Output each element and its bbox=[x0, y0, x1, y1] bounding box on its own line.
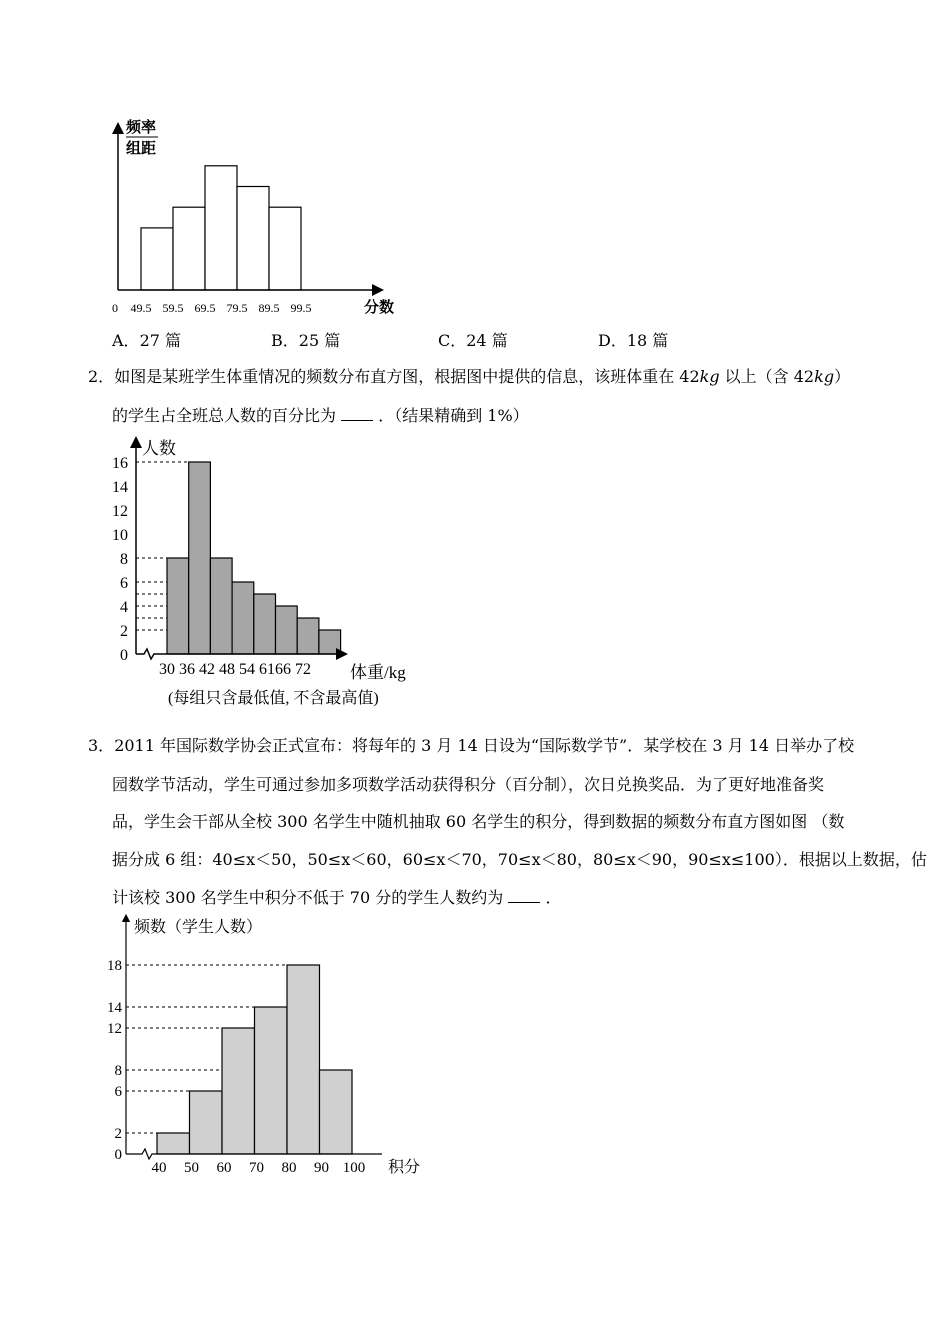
x-tick-label: 79.5 bbox=[226, 301, 248, 315]
x-tick-label: 80 bbox=[281, 1160, 297, 1176]
question-3-line-5: 计该校 300 名学生中积分不低于 70 分的学生人数约为 ． bbox=[112, 888, 562, 907]
y-tick-label: 8 bbox=[114, 1063, 122, 1079]
option-c[interactable]: C．24 篇 bbox=[438, 331, 508, 350]
question-3-line-4: 据分成 6 组：40≤x＜50，50≤x＜60，60≤x＜70，70≤x＜80，80≤x＜90，90≤x≤100）．根据以上数据，估 bbox=[112, 850, 927, 869]
y-tick-label: 0 bbox=[114, 1147, 122, 1163]
x-tick-label: 60 bbox=[216, 1160, 232, 1176]
bar-5 bbox=[254, 594, 276, 654]
bar-6 bbox=[320, 1070, 353, 1154]
y-axis-label: 频数（学生人数） bbox=[134, 919, 263, 936]
question-2-line-2: 的学生占全班总人数的百分比为 ．（结果精确到 1%） bbox=[112, 406, 529, 425]
bar-4 bbox=[232, 582, 254, 654]
y-tick-label: 4 bbox=[120, 599, 128, 616]
y-tick-label: 16 bbox=[112, 455, 128, 472]
y-tick-label: 6 bbox=[114, 1084, 122, 1100]
y-tick-label: 14 bbox=[107, 1000, 122, 1016]
x-axis-label: 积分 bbox=[388, 1159, 421, 1176]
x-tick-label: 50 bbox=[184, 1160, 199, 1176]
bar-1 bbox=[157, 1133, 190, 1154]
bar-5 bbox=[287, 965, 320, 1154]
question-3-line-1: 3．2011 年国际数学协会正式宣布：将每年的 3 月 14 日设为“国际数学节”．某学校在 3 月 14 日举办了校 bbox=[88, 736, 855, 755]
bar-3 bbox=[205, 166, 237, 290]
bar-3 bbox=[222, 1028, 255, 1154]
question-3-line-2: 园数学节活动，学生可通过参加多项数学活动获得积分（百分制），次日兑换奖品．为了更好地准备奖 bbox=[112, 775, 825, 794]
x-tick-label: 69.5 bbox=[194, 301, 216, 315]
x-axis-label: 体重/kg bbox=[350, 663, 406, 682]
y-tick-label: 6 bbox=[120, 575, 128, 592]
y-tick-label: 12 bbox=[107, 1021, 122, 1037]
bar-4 bbox=[237, 187, 269, 291]
option-d[interactable]: D．18 篇 bbox=[598, 331, 669, 350]
bar-4 bbox=[255, 1007, 288, 1154]
x-tick-label: 99.5 bbox=[290, 301, 312, 315]
chart-3-score-histogram bbox=[100, 910, 440, 1190]
chart-note: (每组只含最低值, 不含最高值) bbox=[168, 690, 379, 707]
y-axis-label-bottom: 组距 bbox=[126, 139, 157, 157]
x-tick-labels: 30 36 42 48 54 6166 72 bbox=[159, 661, 311, 678]
bar-3 bbox=[210, 558, 232, 654]
y-axis-label: 人数 bbox=[142, 439, 176, 458]
question-2-line-1: 2．如图是某班学生体重情况的频数分布直方图，根据图中提供的信息，该班体重在 42kg 以上（含 42kg） bbox=[88, 367, 851, 386]
x-tick-label: 40 bbox=[151, 1160, 167, 1176]
y-tick-label: 2 bbox=[114, 1126, 122, 1142]
x-tick-label: 89.5 bbox=[258, 301, 280, 315]
x-tick-label: 49.5 bbox=[130, 301, 152, 315]
y-axis-label-top: 频率 bbox=[126, 118, 157, 136]
x-tick-label: 0 bbox=[112, 301, 118, 315]
bar-7 bbox=[297, 618, 319, 654]
x-axis-label: 分数 bbox=[364, 298, 395, 316]
option-b[interactable]: B．25 篇 bbox=[271, 331, 341, 350]
y-tick-label: 0 bbox=[120, 647, 128, 664]
question-3-line-3: 品，学生会干部从全校 300 名学生中随机抽取 60 名学生的积分，得到数据的频数分布直方图如图 （数 bbox=[112, 812, 845, 831]
option-a[interactable]: A．27 篇 bbox=[112, 331, 182, 350]
bar-8 bbox=[319, 630, 341, 654]
y-tick-label: 10 bbox=[112, 527, 128, 544]
x-tick-label: 59.5 bbox=[162, 301, 184, 315]
answer-blank[interactable] bbox=[341, 406, 373, 421]
y-tick-label: 8 bbox=[120, 551, 128, 568]
y-tick-label: 12 bbox=[112, 503, 128, 520]
bar-2 bbox=[189, 462, 211, 654]
bar-6 bbox=[276, 606, 298, 654]
y-tick-label: 14 bbox=[112, 479, 128, 496]
x-tick-label: 70 bbox=[249, 1160, 264, 1176]
bar-2 bbox=[190, 1091, 223, 1154]
answer-blank[interactable] bbox=[508, 888, 540, 903]
y-tick-label: 18 bbox=[107, 958, 122, 974]
x-tick-label: 100 bbox=[342, 1160, 366, 1176]
y-tick-label: 2 bbox=[120, 623, 128, 640]
bar-1 bbox=[167, 558, 189, 654]
x-tick-label: 90 bbox=[314, 1160, 329, 1176]
chart-1-histogram bbox=[100, 110, 410, 320]
chart-2-weight-histogram bbox=[100, 436, 430, 716]
bar-5 bbox=[269, 207, 301, 290]
bar-2 bbox=[173, 207, 205, 290]
bar-1 bbox=[141, 228, 173, 290]
